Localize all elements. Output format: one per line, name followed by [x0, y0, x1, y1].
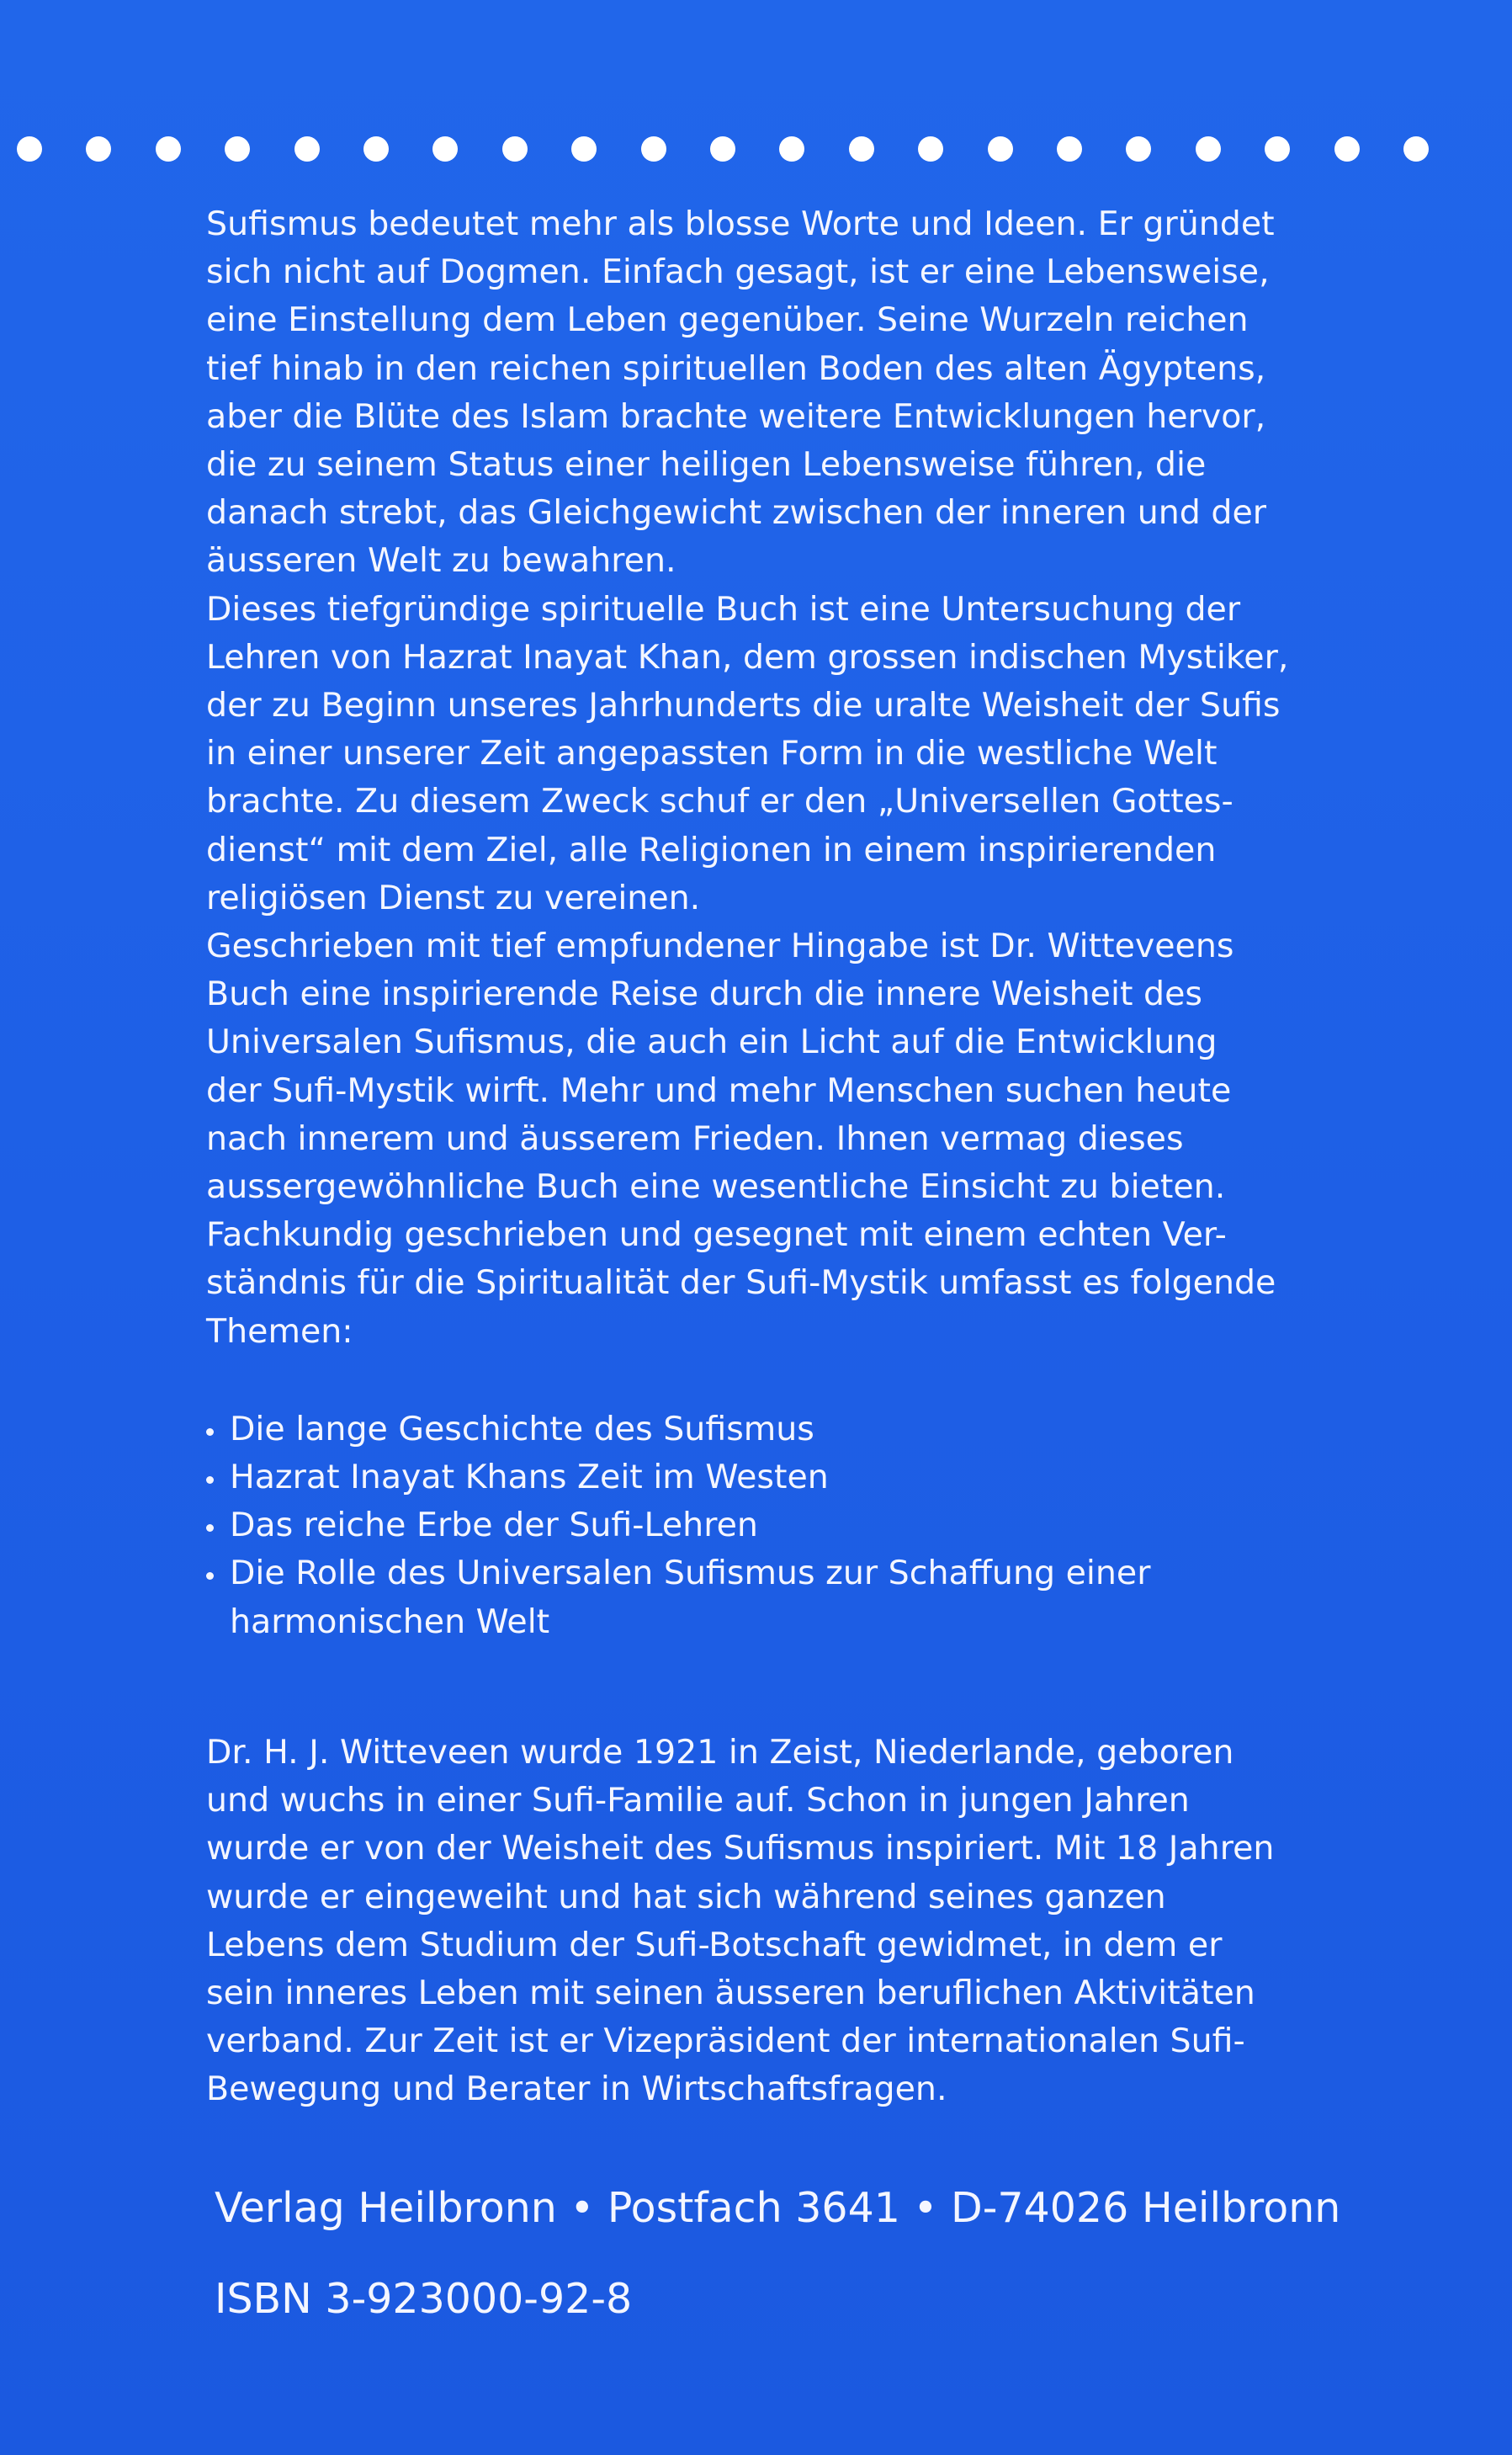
border-dot — [1334, 136, 1360, 162]
border-dot — [294, 136, 320, 162]
text-line: eine Einstellung dem Leben gegenüber. Seine Wurzeln reichen — [206, 300, 1249, 340]
text-line: tief hinab in den reichen spirituellen Boden des alten Ägyptens, — [206, 348, 1266, 388]
border-dot — [502, 136, 528, 162]
text-line: ständnis für die Spiritualität der Sufi-Mystik umfasst es folgende — [206, 1263, 1276, 1303]
isbn: ISBN 3-923000-92-8 — [215, 2275, 633, 2323]
dot-border — [0, 136, 1512, 165]
bullet-icon — [206, 1428, 214, 1436]
border-dot — [1126, 136, 1151, 162]
border-dot — [156, 136, 181, 162]
back-cover-text — [206, 200, 1367, 2114]
text-line: aber die Blüte des Islam brachte weitere Entwicklungen hervor, — [206, 396, 1266, 436]
text-line: nach innerem und äusserem Frieden. Ihnen vermag dieses — [206, 1119, 1184, 1158]
text-line: Geschrieben mit tief empfundener Hingabe ist Dr. Witteveens — [206, 927, 1234, 966]
text-line: Themen: — [206, 1311, 353, 1351]
intro-text — [206, 200, 1367, 1356]
text-line: brachte. Zu diesem Zweck schuf er den „Universellen Gottes- — [206, 782, 1233, 821]
author-bio — [206, 1729, 1367, 2114]
text-line: die zu seinem Status einer heiligen Lebensweise führen, die — [206, 445, 1207, 485]
text-line: und wuchs in einer Sufi-Familie auf. Schon in jungen Jahren — [206, 1781, 1190, 1820]
border-dot — [432, 136, 458, 162]
border-dot — [988, 136, 1013, 162]
text-line: Fachkundig geschrieben und gesegnet mit einem echten Ver- — [206, 1215, 1227, 1255]
text-line: sein inneres Leben mit seinen äusseren beruflichen Aktivitäten — [206, 1973, 1255, 2012]
border-dot — [779, 136, 804, 162]
text-line: Sufismus bedeutet mehr als blosse Worte und Ideen. Er gründet — [206, 205, 1275, 243]
text-line: Universalen Sufismus, die auch ein Licht auf die Entwicklung — [206, 1023, 1218, 1062]
text-line: Lebens dem Studium der Sufi-Botschaft gewidmet, in dem er — [206, 1925, 1223, 1964]
list-item-text: Das reiche Erbe der Sufi-Lehren — [230, 1506, 758, 1545]
border-dot — [918, 136, 943, 162]
text-line: äusseren Welt zu bewahren. — [206, 541, 676, 581]
topic-list — [206, 1406, 1367, 1646]
border-dot — [17, 136, 42, 162]
text-line: religiösen Dienst zu vereinen. — [206, 878, 701, 917]
border-dot — [225, 136, 250, 162]
text-line: der Sufi-Mystik wirft. Mehr und mehr Menschen suchen heute — [206, 1071, 1232, 1110]
border-dot — [1196, 136, 1221, 162]
text-line: verband. Zur Zeit ist er Vizepräsident der internationalen Sufi- — [206, 2022, 1245, 2061]
text-line: dienst“ mit dem Ziel, alle Religionen in einem inspirierenden — [206, 830, 1217, 869]
list-item-text: Hazrat Inayat Khans Zeit im Westen — [230, 1458, 829, 1497]
bullet-icon — [206, 1524, 214, 1532]
text-line: Dieses tiefgründige spirituelle Buch ist eine Untersuchung der — [206, 589, 1241, 629]
border-dot — [1265, 136, 1290, 162]
text-line: Dr. H. J. Witteveen wurde 1921 in Zeist, Niederlande, geboren — [206, 1732, 1234, 1772]
text-line: Buch eine inspirierende Reise durch die innere Weisheit des — [206, 975, 1202, 1014]
border-dot — [1403, 136, 1429, 162]
border-dot — [710, 136, 735, 162]
list-item — [206, 1406, 1367, 1453]
text-line: sich nicht auf Dogmen. Einfach gesagt, ist er eine Lebensweise, — [206, 252, 1270, 292]
border-dot — [849, 136, 874, 162]
border-dot — [571, 136, 597, 162]
bullet-icon — [206, 1572, 214, 1580]
list-item — [206, 1453, 1367, 1501]
text-line: aussergewöhnliche Buch eine wesentliche Einsicht zu bieten. — [206, 1167, 1226, 1207]
border-dot — [1057, 136, 1082, 162]
publisher-line: Verlag Heilbronn • Postfach 3641 • D-74026 Heilbronn — [215, 2184, 1341, 2232]
list-item — [206, 1501, 1367, 1549]
border-dot — [363, 136, 389, 162]
text-line: wurde er eingeweiht und hat sich während seines ganzen — [206, 1877, 1166, 1916]
border-dot — [641, 136, 666, 162]
list-item — [206, 1549, 1367, 1645]
list-item-text: Die lange Geschichte des Sufismus — [230, 1409, 814, 1448]
text-line: danach strebt, das Gleichgewicht zwischen der inneren und der — [206, 493, 1267, 533]
text-line: in einer unserer Zeit angepassten Form in die westliche Welt — [206, 734, 1218, 773]
list-item-text: harmonischen Welt — [230, 1602, 550, 1641]
text-line: wurde er von der Weisheit des Sufismus inspiriert. Mit 18 Jahren — [206, 1829, 1275, 1868]
text-line: Lehren von Hazrat Inayat Khan, dem grossen indischen Mystiker, — [206, 637, 1289, 677]
list-item-text: Die Rolle des Universalen Sufismus zur Schaffung einer — [230, 1554, 1151, 1593]
text-line: der zu Beginn unseres Jahrhunderts die uralte Weisheit der Sufis — [206, 686, 1281, 725]
bullet-icon — [206, 1476, 214, 1484]
border-dot — [86, 136, 111, 162]
text-line: Bewegung und Berater in Wirtschaftsfragen. — [206, 2070, 947, 2109]
